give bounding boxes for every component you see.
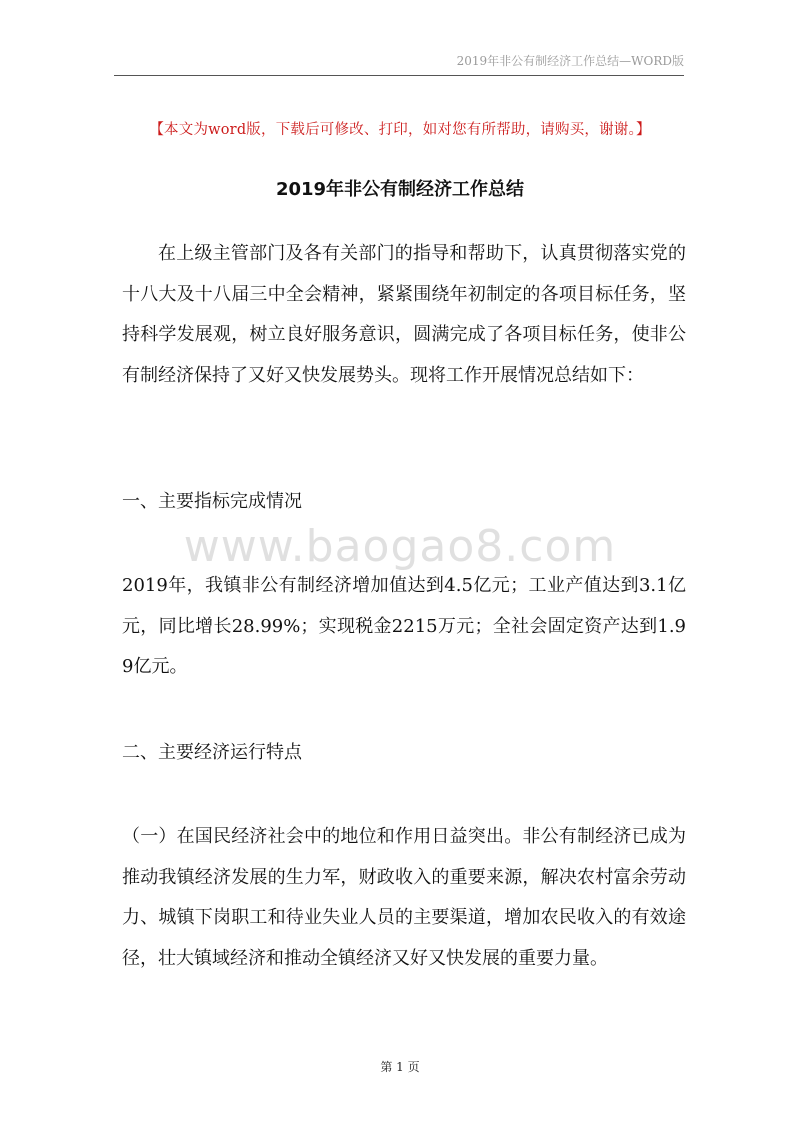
section-heading-2: 二、主要经济运行特点 bbox=[122, 742, 302, 763]
header-divider bbox=[114, 75, 684, 76]
section-body-2: （一）在国民经济社会中的地位和作用日益突出。非公有制经济已成为推动我镇经济发展的生力军，财政收入的重要来源，解决农村富余劳动力、城镇下岗职工和待业失业人员的主要渠道，增加农民收入的有效途径，壮大镇域经济和推动全镇经济又好又快发展的重要力量。 bbox=[122, 826, 686, 969]
page-number: 第 1 页 bbox=[380, 1060, 420, 1074]
section-heading-1: 一、主要指标完成情况 bbox=[122, 491, 302, 512]
purchase-notice: 【本文为word版，下载后可修改、打印，如对您有所帮助，请购买，谢谢。】 bbox=[149, 122, 651, 138]
intro-paragraph: 在上级主管部门及各有关部门的指导和帮助下，认真贯彻落实党的十八大及十八届三中全会精神，紧紧围绕年初制定的各项目标任务，坚持科学发展观，树立良好服务意识，圆满完成了各项目标任务，使非公有制经济保持了又好又快发展势头。现将工作开展情况总结如下： bbox=[122, 243, 686, 386]
header-title: 2019年非公有制经济工作总结—WORD版 bbox=[456, 54, 684, 68]
watermark: www.baogao8.com bbox=[183, 521, 617, 572]
document-title: 2019年非公有制经济工作总结 bbox=[275, 179, 525, 200]
section-body-1: 2019年，我镇非公有制经济增加值达到4.5亿元；工业产值达到3.1亿元，同比增长28.99%；实现税金2215万元；全社会固定资产达到1.99亿元。 bbox=[122, 575, 686, 677]
